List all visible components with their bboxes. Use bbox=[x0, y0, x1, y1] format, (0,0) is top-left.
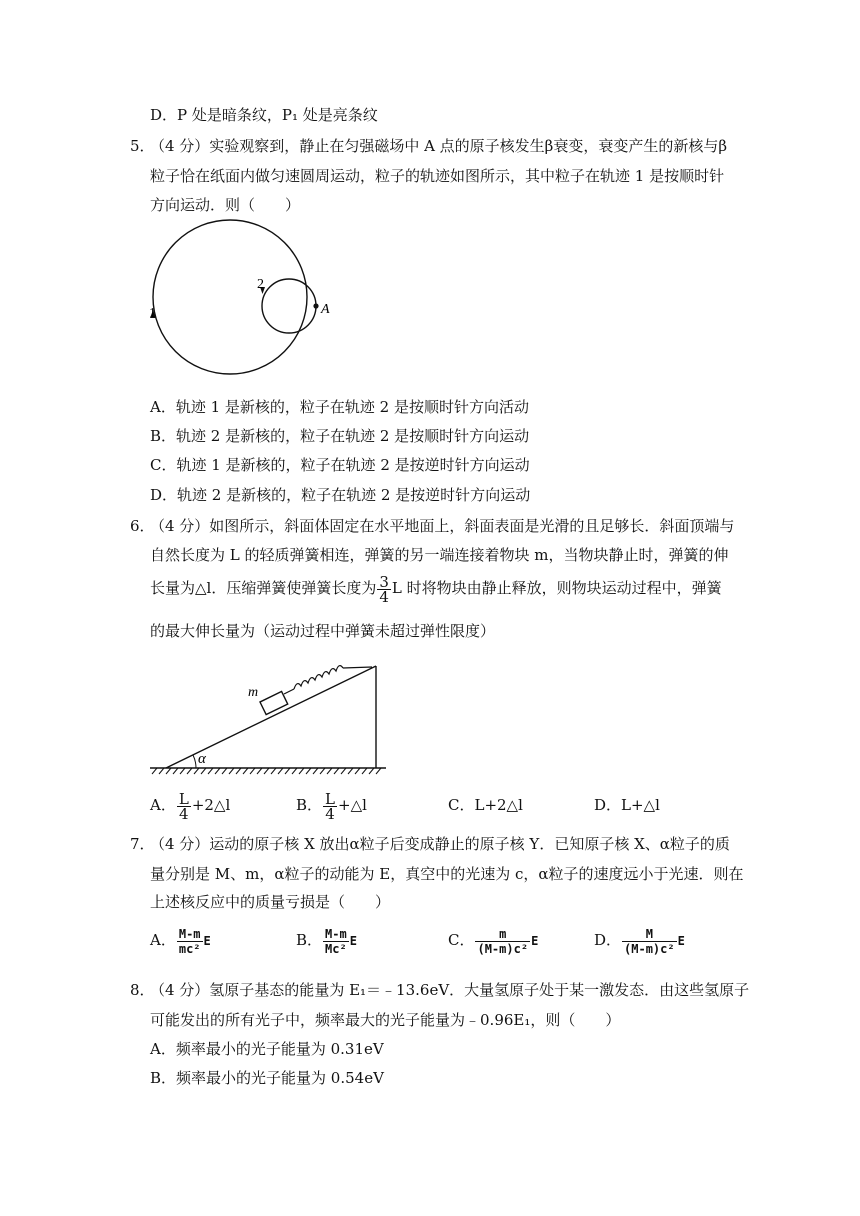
q7-c-fraction bbox=[475, 927, 530, 956]
q7-b-suffix: E bbox=[349, 934, 357, 948]
frac-numerator: L bbox=[325, 789, 335, 808]
q7-a-prefix: A． bbox=[150, 931, 176, 949]
frac-numerator: 3 bbox=[379, 572, 389, 591]
point-a-dot bbox=[313, 303, 318, 308]
frac-denominator: (M-m)c² bbox=[477, 941, 529, 956]
q7-b-prefix: B． bbox=[296, 931, 323, 949]
q7-stem-line1: （4 分）运动的原子核 X 放出α粒子后变成静止的原子核 Y．已知原子核 X、α粒子的质 bbox=[150, 835, 730, 853]
q7-c-suffix: E bbox=[531, 934, 539, 948]
q8-stem-line1: （4 分）氢原子基态的能量为 E₁＝﹣13.6eV．大量氢原子处于某一激发态．由这些氢原子 bbox=[150, 981, 750, 999]
q6-stem-line1: （4 分）如图所示，斜面体固定在水平地面上，斜面表面是光滑的且足够长．斜面顶端与 bbox=[150, 517, 735, 535]
q5-option-a: A．轨迹 1 是新核的，粒子在轨迹 2 是按顺时针方向活动 bbox=[150, 398, 529, 416]
q6-a-prefix: A． bbox=[150, 796, 176, 814]
label-a: A bbox=[321, 302, 330, 317]
q8-option-a: A．频率最小的光子能量为 0.31eV bbox=[150, 1040, 384, 1058]
q7-d-fraction bbox=[622, 927, 677, 956]
label-2: 2 bbox=[257, 277, 264, 292]
q7-a-suffix: E bbox=[203, 934, 211, 948]
q7-stem-line3: 上述核反应中的质量亏损是（ ） bbox=[150, 893, 391, 911]
label-m: m bbox=[248, 685, 259, 700]
trajectory-1-circle bbox=[153, 220, 307, 374]
q7-d-prefix: D． bbox=[594, 931, 622, 949]
q6-b-suffix: +△l bbox=[338, 796, 367, 814]
q8-number: 8． bbox=[130, 981, 155, 999]
q6-line3-post: L 时将物块由静止释放，则物块运动过程中，弹簧 bbox=[391, 579, 722, 597]
q7-option-b bbox=[296, 923, 357, 958]
frac-numerator: M-m bbox=[178, 926, 201, 941]
frac-denominator: Mc² bbox=[325, 941, 347, 956]
q6-fraction-3-4 bbox=[377, 572, 391, 606]
q6-option-c: C．L+2△l bbox=[448, 796, 523, 814]
trajectory-2-circle bbox=[262, 279, 316, 333]
q7-a-fraction bbox=[177, 927, 203, 956]
q6-line3-pre: 长量为△l．压缩弹簧使弹簧长度为 bbox=[150, 579, 377, 597]
q5-figure bbox=[140, 210, 340, 385]
q5-stem-line2: 粒子恰在纸面内做匀速圆周运动，粒子的轨迹如图所示，其中粒子在轨迹 1 是按顺时针 bbox=[150, 167, 725, 185]
q7-d-suffix: E bbox=[677, 934, 685, 948]
frac-denominator: mc² bbox=[178, 941, 201, 956]
q6-option-a bbox=[150, 790, 230, 821]
q4-option-d: D．P 处是暗条纹，P₁ 处是亮条纹 bbox=[150, 106, 378, 124]
q5-option-b: B．轨迹 2 是新核的，粒子在轨迹 2 是按顺时针方向运动 bbox=[150, 427, 530, 445]
q7-b-fraction bbox=[323, 927, 349, 956]
q6-figure bbox=[148, 650, 388, 775]
q6-number: 6． bbox=[130, 517, 155, 535]
q5-number: 5． bbox=[130, 137, 155, 155]
q6-a-fraction bbox=[177, 789, 191, 823]
q7-stem-line2: 量分别是 M、m，α粒子的动能为 E，真空中的光速为 c，α粒子的速度远小于光速．则在 bbox=[150, 865, 744, 883]
q7-option-a bbox=[150, 923, 211, 958]
frac-numerator: m bbox=[475, 927, 530, 942]
frac-numerator: L bbox=[178, 789, 189, 808]
q8-stem-line2: 可能发出的所有光子中，频率最大的光子能量为﹣0.96E₁，则（ ） bbox=[150, 1011, 621, 1029]
q7-option-c bbox=[448, 923, 538, 958]
q6-option-d: D．L+△l bbox=[594, 796, 660, 814]
q6-stem-line4: 的最大伸长量为（运动过程中弹簧未超过弹性限度） bbox=[150, 622, 496, 640]
q7-option-d bbox=[594, 923, 685, 958]
q6-a-suffix: +2△l bbox=[191, 796, 231, 814]
q6-option-b bbox=[296, 790, 367, 821]
q8-option-b: B．频率最小的光子能量为 0.54eV bbox=[150, 1069, 384, 1087]
frac-denominator: (M-m)c² bbox=[624, 941, 675, 956]
frac-denominator: 4 bbox=[379, 587, 389, 606]
q6-b-fraction bbox=[323, 789, 337, 823]
angle-arc bbox=[193, 755, 196, 768]
spring-lead-upper bbox=[343, 667, 372, 668]
frac-numerator: M bbox=[622, 927, 677, 942]
q6-stem-line2: 自然长度为 L 的轻质弹簧相连，弹簧的另一端连接着物块 m，当物块静止时，弹簧的伸 bbox=[150, 546, 729, 564]
frac-denominator: 4 bbox=[179, 804, 189, 823]
frac-denominator: 4 bbox=[325, 804, 335, 823]
q5-option-c: C．轨迹 1 是新核的，粒子在轨迹 2 是按逆时针方向运动 bbox=[150, 456, 530, 474]
label-alpha: α bbox=[198, 751, 206, 767]
spring-lead-lower bbox=[284, 689, 294, 694]
q6-b-prefix: B． bbox=[296, 796, 323, 814]
q5-stem-line1: （4 分）实验观察到，静止在匀强磁场中 A 点的原子核发生β衰变，衰变产生的新核与β bbox=[150, 137, 728, 155]
q7-c-prefix: C． bbox=[448, 931, 475, 949]
q6-stem-line3 bbox=[150, 573, 722, 604]
ground-hatch bbox=[152, 768, 381, 774]
frac-numerator: M-m bbox=[325, 926, 347, 941]
label-1: 1 bbox=[149, 306, 156, 321]
q7-number: 7． bbox=[130, 835, 155, 853]
q5-option-d: D．轨迹 2 是新核的，粒子在轨迹 2 是按逆时针方向运动 bbox=[150, 486, 531, 504]
q5-stem-line3: 方向运动．则（ ） bbox=[150, 196, 301, 214]
